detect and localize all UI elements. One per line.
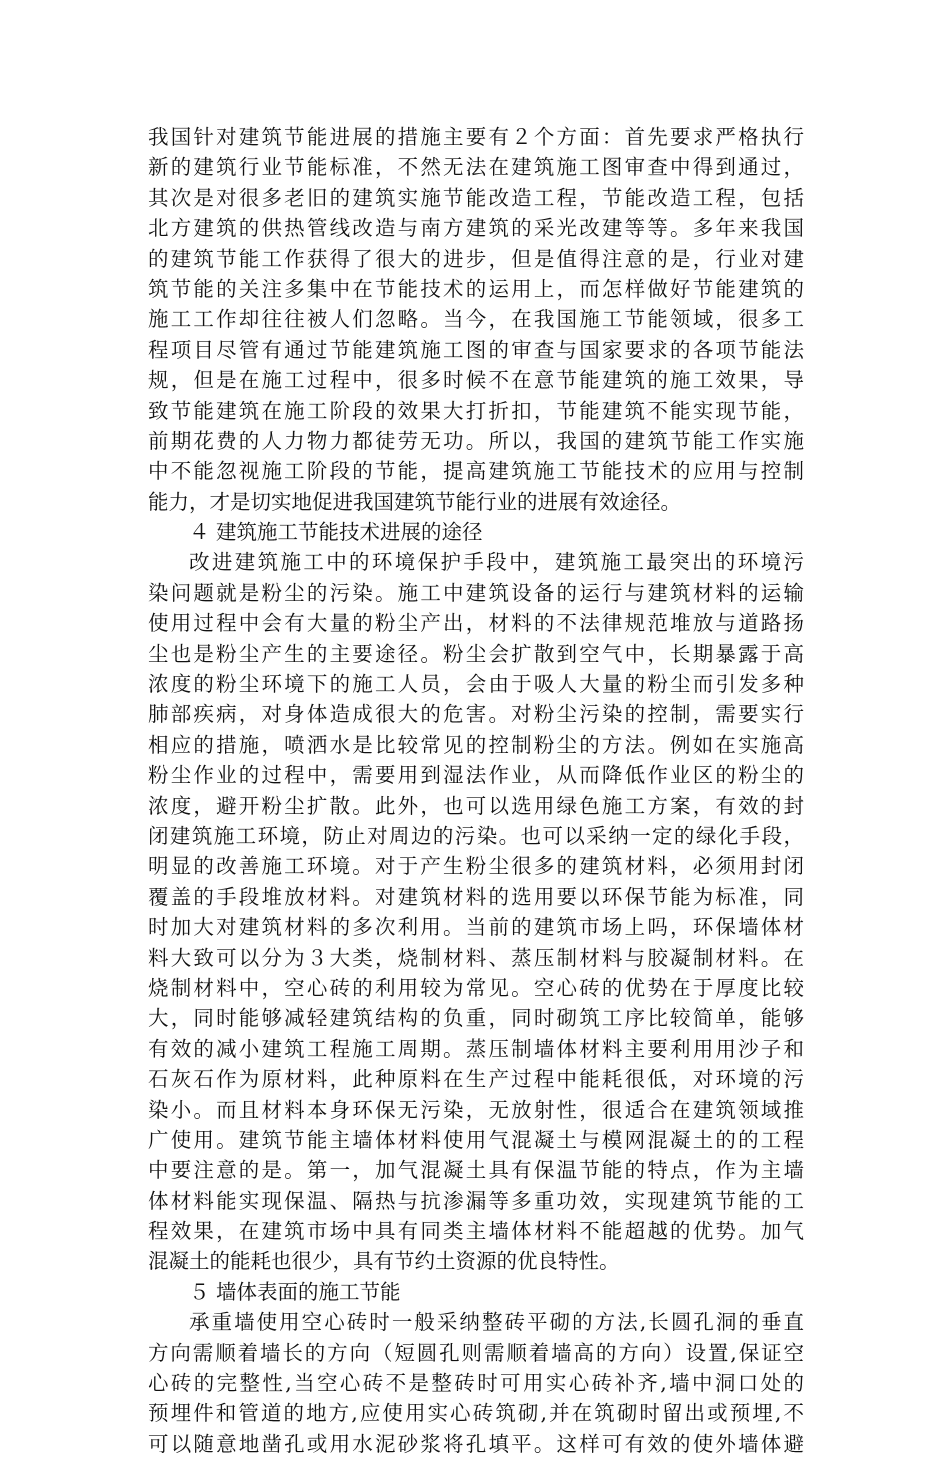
- text-line: 我国针对建筑节能进展的措施主要有２个方面：首先要求严格执行: [148, 125, 804, 149]
- text-line: 混凝土的能耗也很少，具有节约土资源的优良特性。: [148, 1249, 620, 1274]
- text-line: 其次是对很多老旧的建筑实施节能改造工程，节能改造工程，包括: [148, 185, 804, 210]
- text-line: 心砖的完整性,当空心砖不是整砖时可用实心砖补齐,墙中洞口处的: [148, 1371, 804, 1396]
- text-line: 明显的改善施工环境。对于产生粉尘很多的建筑材料，必须用封闭: [148, 854, 804, 879]
- text-line: 广使用。建筑节能主墙体材料使用气混凝土与模网混凝土的的工程: [148, 1127, 804, 1152]
- document-page: [148, 122, 804, 1459]
- text-line: 承重墙使用空心砖时一般采纳整砖平砌的方法,长圆孔洞的垂直: [189, 1310, 804, 1335]
- text-line: 施工工作却往往被人们忽略。当今，在我国施工节能领域，很多工: [148, 307, 804, 332]
- text-line: 体材料能实现保温、隔热与抗渗漏等多重功效，实现建筑节能的工: [148, 1188, 804, 1213]
- text-line: 可以随意地凿孔或用水泥砂浆将孔填平。这样可有效的使外墙体避: [148, 1431, 804, 1456]
- text-line: 大，同时能够减轻建筑结构的负重，同时砌筑工序比较简单，能够: [148, 1006, 804, 1031]
- text-line: 石灰石作为原材料，此种原料在生产过程中能耗很低，对环境的污: [148, 1067, 804, 1092]
- paragraph-section-5: [148, 1307, 804, 1459]
- text-line: 筑节能的关注多集中在节能技术的运用上，而怎样做好节能建筑的: [148, 276, 804, 301]
- text-line: 规，但是在施工过程中，很多时候不在意节能建筑的施工效果，导: [148, 368, 804, 393]
- text-line: 的建筑节能工作获得了很大的进步，但是值得注意的是，行业对建: [148, 246, 804, 271]
- text-line: 浓度，避开粉尘扩散。此外，也可以选用绿色施工方案，有效的封: [148, 793, 804, 818]
- text-line: 粉尘作业的过程中，需要用到湿法作业，从而降低作业区的粉尘的: [148, 763, 804, 788]
- text-line: 染小。而且材料本身环保无污染，无放射性，很适合在建筑领域推: [148, 1097, 804, 1122]
- text-line: 北方建筑的供热管线改造与南方建筑的采光改建等等。多年来我国: [148, 216, 804, 241]
- text-line: 改进建筑施工中的环境保护手段中，建筑施工最突出的环境污: [189, 550, 804, 575]
- text-line: 中要注意的是。第一，加气混凝土具有保温节能的特点，作为主墙: [148, 1158, 804, 1183]
- text-line: 覆盖的手段堆放材料。对建筑材料的选用要以环保节能为标准，同: [148, 884, 804, 909]
- text-line: 预埋件和管道的地方,应使用实心砖筑砌,并在筑砌时留出或预埋,不: [148, 1401, 804, 1426]
- text-line: 程效果，在建筑市场中具有同类主墙体材料不能超越的优势。加气: [148, 1219, 804, 1244]
- paragraph-intro: [148, 122, 804, 517]
- text-line: 能力，才是切实地促进我国建筑节能行业的进展有效途径。: [148, 489, 681, 514]
- text-line: 料大致可以分为３大类，烧制材料、蒸压制材料与胶凝制材料。在: [148, 945, 804, 970]
- section-heading-5: ５ 墙体表面的施工节能: [189, 1279, 401, 1304]
- text-line: 浓度的粉尘环境下的施工人员，会由于吸人大量的粉尘而引发多种: [148, 672, 804, 697]
- text-line: 相应的措施，喷洒水是比较常见的控制粉尘的方法。例如在实施高: [148, 732, 804, 757]
- text-line: 烧制材料中，空心砖的利用较为常见。空心砖的优势在于厚度比较: [148, 975, 804, 1000]
- text-line: 程项目尽管有通过节能建筑施工图的审查与国家要求的各项节能法: [148, 337, 804, 362]
- text-line: 致节能建筑在施工阶段的效果大打折扣，节能建筑不能实现节能，: [148, 398, 804, 423]
- text-line: 有效的减小建筑工程施工周期。蒸压制墙体材料主要利用用沙子和: [148, 1036, 804, 1061]
- text-line: 使用过程中会有大量的粉尘产出，材料的不法律规范堆放与道路扬: [148, 611, 804, 636]
- text-line: 新的建筑行业节能标准，不然无法在建筑施工图审查中得到通过，: [148, 155, 804, 180]
- text-line: 闭建筑施工环境，防止对周边的污染。也可以采纳一定的绿化手段，: [148, 823, 804, 848]
- section-heading-4: ４ 建筑施工节能技术进展的途径: [189, 520, 483, 545]
- text-line: 方向需顺着墙长的方向（短圆孔则需顺着墙高的方向）设置,保证空: [148, 1340, 804, 1365]
- text-line: 染问题就是粉尘的污染。施工中建筑设备的运行与建筑材料的运输: [148, 580, 804, 605]
- text-line: 时加大对建筑材料的多次利用。当前的建筑市场上吗，环保墙体材: [148, 915, 804, 940]
- paragraph-section-4: [148, 547, 804, 1276]
- text-line: 肺部疾病，对身体造成很大的危害。对粉尘污染的控制，需要实行: [148, 702, 804, 727]
- text-line: 前期花费的人力物力都徒劳无功。所以，我国的建筑节能工作实施: [148, 428, 804, 453]
- text-line: 中不能忽视施工阶段的节能，提高建筑施工节能技术的应用与控制: [148, 459, 804, 484]
- text-line: 尘也是粉尘产生的主要途径。粉尘会扩散到空气中，长期暴露于高: [148, 641, 804, 666]
